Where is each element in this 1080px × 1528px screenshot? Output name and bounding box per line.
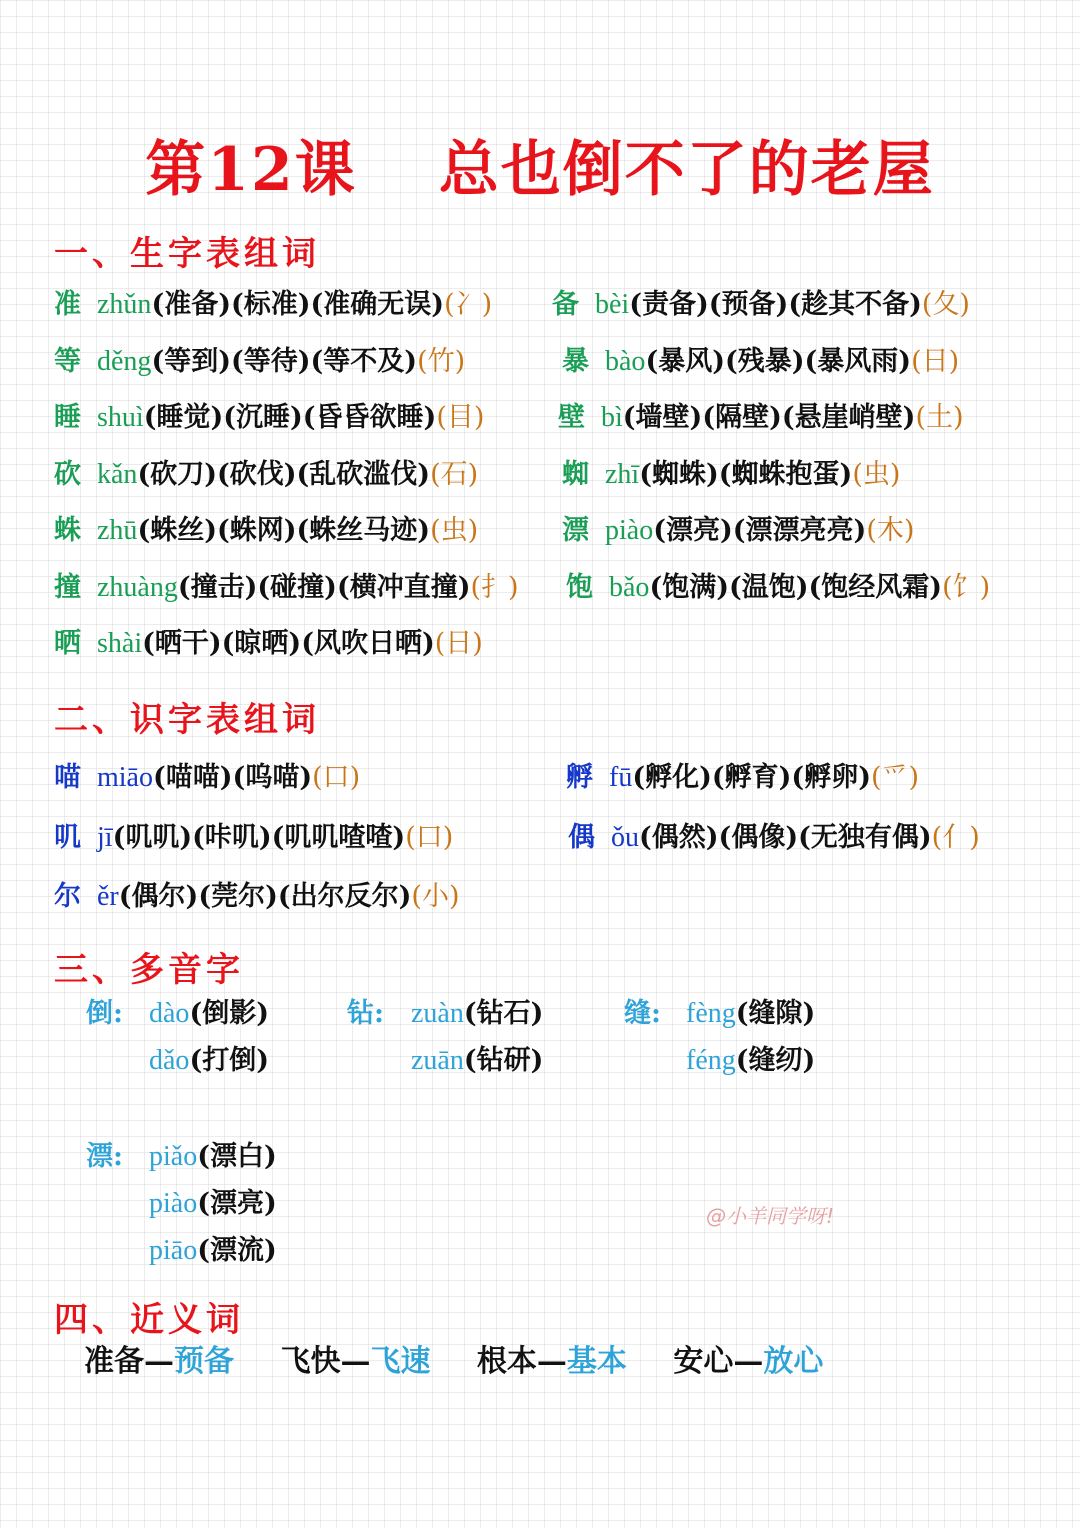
synonym-pair: 安心—放心 [673,1344,824,1379]
list-item: zuān(钻研) [411,1045,544,1076]
list-item: 暴 bào(暴风)(残暴)(暴风雨)(日) [562,346,960,377]
synonym-pair: 准备—预备 [84,1344,234,1379]
list-item: 蜘 zhī(蜘蛛)(蜘蛛抱蛋)(虫) [562,459,901,490]
lesson-name: 总也倒不了的老屋 [438,135,935,205]
list-item: fèng(缝隙) [686,998,816,1029]
polyphone-head: 缝: [624,998,661,1029]
list-item: dǎo(打倒) [149,1045,269,1076]
list-item: piào(漂亮) [149,1188,277,1219]
list-item: 准 zhǔn(准备)(标准)(准确无误)(冫) [54,289,493,320]
list-item: 叽 jī(叽叽)(咔叽)(叽叽喳喳)(口) [54,822,454,853]
polyphone-head: 漂: [86,1141,123,1172]
section-heading-recognition: 二、识字表组词 [54,700,320,740]
list-item: 睡 shuì(睡觉)(沉睡)(昏昏欲睡)(目) [54,402,485,433]
polyphone-head: 钻: [347,998,384,1029]
list-item: 壁 bì(墙壁)(隔壁)(悬崖峭壁)(土) [558,402,964,433]
watermark-text: @小羊同学呀! [706,1204,835,1228]
section-heading-polyphones: 三、多音字 [54,950,244,990]
synonym-pair: 飞快—飞速 [280,1344,431,1379]
section-heading-synonyms: 四、近义词 [54,1300,244,1340]
list-item: zuàn(钻石) [411,998,544,1029]
list-item: piāo(漂流) [149,1235,277,1266]
list-item: 等 děng(等到)(等待)(等不及)(竹) [54,346,466,377]
polyphone-head: 倒: [86,998,123,1029]
list-item: 备 bèi(责备)(预备)(趁其不备)(夂) [552,289,970,320]
list-item: 尔 ěr(偶尔)(莞尔)(出尔反尔)(小) [54,881,460,912]
lesson-number: 第12课 [145,135,357,205]
list-item: 砍 kǎn(砍刀)(砍伐)(乱砍滥伐)(石) [54,459,479,490]
list-item: féng(缝纫) [686,1045,816,1076]
list-item: 孵 fū(孵化)(孵育)(孵卵)(爫) [566,762,920,793]
page-title [0,122,1080,205]
synonym-pair: 根本—基本 [476,1344,627,1379]
list-item: 晒 shài(晒干)(晾晒)(风吹日晒)(日) [54,628,483,659]
list-item: 漂 piào(漂亮)(漂漂亮亮)(木) [562,515,915,546]
section-heading-vocab: 一、生字表组词 [54,234,320,274]
list-item: dào(倒影) [149,998,269,1029]
list-item: piǎo(漂白) [149,1141,277,1172]
list-item: 蛛 zhū(蛛丝)(蛛网)(蛛丝马迹)(虫) [54,515,479,546]
list-item: 饱 bǎo(饱满)(温饱)(饱经风霜)(饣) [566,572,991,603]
list-item: 偶 ǒu(偶然)(偶像)(无独有偶)(亻) [568,822,980,853]
list-item: 撞 zhuàng(撞击)(碰撞)(横冲直撞)(扌) [54,572,519,603]
list-item: 喵 miāo(喵喵)(呜喵)(口) [54,762,361,793]
synonym-list [84,1340,859,1384]
